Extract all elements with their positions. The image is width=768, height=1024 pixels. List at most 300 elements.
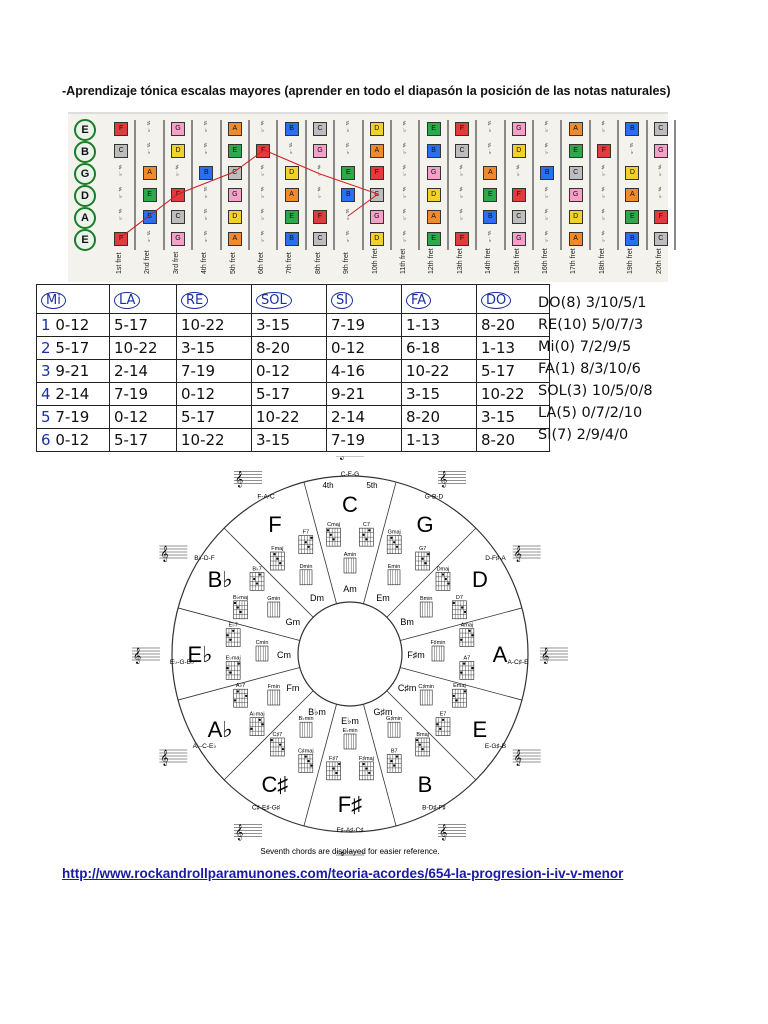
circled-header-label: RE [181, 292, 208, 309]
fret-note: G [427, 166, 441, 180]
fret-note: D [228, 210, 242, 224]
fret-note: C [455, 144, 469, 158]
cell-value: 7-19 [55, 408, 90, 426]
table-header [110, 285, 177, 314]
table-cell: 10-22 [477, 383, 550, 406]
fret-label: 7th fret [286, 252, 294, 274]
minor-key-label: Cm [277, 650, 291, 660]
fret-label: 10th fret [371, 248, 379, 274]
fret-note: B [427, 144, 441, 158]
minor-chord-diagram [342, 727, 357, 749]
chord-name: Fmin [267, 684, 280, 690]
fret-note: B [540, 166, 554, 180]
table-header [327, 285, 402, 314]
chord-name: Dmin [299, 563, 313, 570]
fret-label: 11th fret [400, 248, 407, 274]
sharp-flat-marker: ♯♭ [600, 231, 606, 244]
minor-chord-diagram [268, 684, 280, 705]
table-cell: 2-14 [110, 360, 177, 383]
sharp-flat-marker: ♯♭ [543, 143, 550, 156]
fret-note: G [313, 144, 327, 158]
major-key-label: B♭ [207, 567, 233, 592]
fret-note: B [483, 210, 497, 224]
table-cell: 5-17 [110, 314, 177, 337]
fret-note: B [143, 210, 157, 224]
sharp-flat-marker: ♯♭ [202, 143, 209, 156]
fret-note: A [228, 232, 242, 246]
chord-name: E7 [439, 711, 447, 718]
minor-chord-diagram [420, 596, 433, 617]
key-signature-staff [159, 750, 187, 766]
table-row [37, 406, 550, 429]
circled-header-label: SOL [256, 292, 292, 309]
circle-of-fifths [120, 456, 580, 856]
triad-label: F♯-A♯-C♯ [336, 827, 364, 834]
chord-diagram [270, 546, 284, 570]
sharp-flat-marker: ♯♭ [202, 121, 209, 134]
table-cell: 8-20 [477, 429, 550, 452]
fret-label: 19th fret [627, 248, 635, 274]
sharp-flat-marker: ♯♭ [117, 187, 124, 200]
major-key-label: F [268, 512, 282, 538]
fret-note: F [597, 144, 611, 158]
fret-label: 20th fret [655, 248, 663, 274]
chord-name: Dmaj [436, 566, 450, 573]
fret-note: A [370, 144, 384, 158]
chord-name: A♭7 [235, 683, 246, 690]
treble-clef-icon: 𝄞 [513, 750, 522, 766]
sharp-flat-marker: ♯♭ [344, 231, 351, 244]
fret-note: F [455, 232, 469, 246]
fret-label: 5th fret [229, 252, 237, 274]
fret-label: 8th fret [314, 252, 322, 274]
fret-note: G [569, 188, 583, 202]
fret-note: B [285, 122, 299, 136]
fret-note: D [512, 144, 526, 158]
table-cell [37, 360, 110, 383]
sharp-flat-marker: ♯♭ [486, 231, 493, 244]
fret-label: 14th fret [485, 248, 493, 274]
fret-note: D [625, 166, 639, 180]
sharp-flat-marker: ♯♭ [458, 187, 464, 200]
treble-clef-icon: 𝄞 [160, 750, 169, 766]
fret-position-table [36, 284, 550, 452]
major-key-label: C♯ [261, 771, 289, 797]
circled-header-label: FA [406, 292, 431, 309]
fret-note: E [483, 188, 497, 202]
sharp-flat-marker: ♯♭ [145, 143, 152, 156]
minor-key-label: Dm [310, 592, 324, 603]
sharp-flat-marker: ♯♭ [600, 187, 606, 200]
key-signature-staff [438, 825, 466, 841]
fret-note: E [427, 122, 441, 136]
fret-note: B [341, 188, 355, 202]
table-cell: 1-13 [477, 337, 550, 360]
triad-label: E-G♯-B [484, 743, 507, 750]
chord-name: Fmaj [271, 546, 284, 553]
minor-key-label: B♭m [308, 707, 326, 718]
fret-note: F [654, 210, 668, 224]
chord-name: C♯min [418, 684, 435, 690]
table-cell: 1-13 [402, 314, 477, 337]
circled-header-label: DO [481, 292, 511, 309]
table-cell: 0-12 [110, 406, 177, 429]
fret-note: C [313, 122, 327, 136]
cell-value: 2-14 [55, 385, 90, 403]
chord-name: C♯maj [297, 748, 314, 755]
fingering-lines [68, 114, 668, 282]
cell-value: 0-12 [55, 316, 90, 334]
fret-note: A [427, 210, 441, 224]
key-signature-staff [159, 546, 187, 562]
sharp-flat-marker: ♯♭ [600, 121, 606, 134]
fret-note: D [569, 210, 583, 224]
table-cell: 3-15 [252, 314, 327, 337]
fret-note: C [228, 166, 242, 180]
chord-name: B♭min [298, 716, 314, 723]
table-cell: 8-20 [402, 406, 477, 429]
sharp-flat-marker: ♯♭ [543, 231, 550, 244]
chord-name: Cmin [255, 640, 269, 646]
sharp-flat-marker: ♯♭ [202, 209, 209, 222]
fret-note: C [654, 232, 668, 246]
table-cell: 10-22 [110, 337, 177, 360]
interval-label: 5th [366, 481, 378, 490]
triad-label: B-D♯-F♯ [422, 804, 446, 812]
chord-name: B♭maj [233, 594, 249, 601]
sharp-flat-marker: ♯♭ [316, 165, 322, 178]
circle-caption: Seventh chords are displayed for easier reference. [260, 847, 440, 856]
sharp-flat-marker: ♯♭ [458, 165, 464, 178]
fret-note: F [313, 210, 327, 224]
major-key-label: C [342, 492, 358, 517]
sharp-flat-marker: ♯♭ [344, 209, 351, 222]
fret-label: 17th fret [570, 248, 578, 274]
table-header [177, 285, 252, 314]
treble-clef-icon: 𝄞 [439, 471, 448, 488]
chord-name: G7 [418, 546, 427, 553]
table-cell: 7-19 [327, 314, 402, 337]
major-key-label: B [417, 771, 433, 797]
row-number: 1 [41, 316, 56, 334]
fret-label: 6th fret [258, 252, 265, 274]
table-cell: 8-20 [252, 337, 327, 360]
triad-label: A-C♯-E [507, 659, 529, 666]
fret-label: 4th fret [201, 252, 209, 274]
fret-note: E [569, 144, 583, 158]
key-signature-staff [438, 471, 466, 487]
chord-name: Emaj [453, 683, 466, 690]
chord-name: Cmaj [327, 522, 340, 529]
sharp-flat-marker: ♯♭ [117, 165, 124, 178]
string-label: G [74, 163, 96, 185]
fret-label: 2nd fret [144, 250, 152, 274]
table-cell: 0-12 [252, 360, 327, 383]
fret-note: B [285, 232, 299, 246]
chord-diagram [327, 522, 341, 546]
row-number: 4 [41, 385, 56, 403]
key-signature-staff [234, 471, 262, 487]
fret-label: 16th fret [542, 248, 549, 274]
chord-name: F♯7 [328, 755, 339, 762]
treble-clef-icon: 𝄞 [160, 546, 169, 562]
notes-list-item: RE(10) 5/0/7/3 [538, 317, 644, 333]
string-label: D [74, 185, 96, 207]
fret-note: E [228, 144, 242, 158]
table-cell: 10-22 [252, 406, 327, 429]
chord-name: Gmaj [387, 529, 401, 536]
key-signature-staff [336, 456, 364, 460]
sharp-flat-marker: ♯♭ [628, 143, 635, 156]
sharp-flat-marker: ♯♭ [514, 165, 521, 178]
minor-chord-diagram [298, 715, 313, 737]
triad-label: D-F♯-A [485, 555, 506, 562]
table-header [402, 285, 477, 314]
triad-label: B♭-D-F [194, 555, 215, 562]
sharp-flat-marker: ♯♭ [486, 143, 493, 156]
sharp-flat-marker: ♯♭ [259, 187, 266, 200]
fret-label: 9th fret [343, 252, 351, 274]
minor-chord-diagram [386, 716, 402, 737]
key-signature-staff [132, 648, 160, 664]
table-cell: 5-17 [252, 383, 327, 406]
fret-line [674, 120, 676, 250]
chord-name: Amaj [460, 622, 474, 629]
fret-note: A [228, 122, 242, 136]
table-cell: 8-20 [477, 314, 550, 337]
table-cell: 3-15 [252, 429, 327, 452]
table-cell: 0-12 [327, 337, 402, 360]
string-label: A [74, 207, 96, 229]
chord-diagram [416, 732, 430, 756]
minor-chord-diagram [418, 684, 434, 705]
sharp-flat-marker: ♯♭ [344, 121, 351, 134]
string-label: E [74, 119, 96, 141]
chord-diagram [249, 711, 264, 736]
chord-name: G♯min [386, 716, 402, 723]
sharp-flat-marker: ♯♭ [259, 165, 266, 178]
fret-note: B [625, 122, 639, 136]
minor-chord-diagram [300, 564, 313, 585]
minor-key-label: G♯m [373, 707, 393, 718]
table-row [37, 314, 550, 337]
treble-clef-icon: 𝄞 [133, 648, 142, 664]
fret-note: A [569, 122, 583, 136]
sharp-flat-marker: ♯♭ [656, 165, 663, 178]
minor-key-label: F♯m [407, 650, 425, 660]
major-key-label: E [472, 717, 488, 742]
chord-diagram [298, 748, 314, 772]
chord-name: Emin [387, 563, 401, 570]
fret-note: C [171, 210, 185, 224]
triad-label: C♯-E♯-G♯ [251, 804, 281, 812]
chord-diagram [226, 654, 241, 679]
fret-note: E [341, 166, 355, 180]
string-label: B [74, 141, 96, 163]
chord-name: D7 [455, 594, 463, 601]
fret-note: C [114, 144, 128, 158]
sharp-flat-marker: ♯♭ [486, 121, 493, 134]
notes-list-item: SI(7) 2/9/4/0 [538, 427, 629, 443]
minor-chord-diagram [388, 564, 401, 585]
fret-label: 12th fret [428, 248, 436, 274]
chord-name: E♭min [342, 728, 358, 734]
fret-note: F [370, 166, 384, 180]
sharp-flat-marker: ♯♭ [401, 121, 408, 134]
fret-note: C [569, 166, 583, 180]
minor-chord-diagram [267, 596, 280, 617]
minor-chord-diagram [431, 640, 446, 661]
table-cell: 3-15 [177, 337, 252, 360]
fret-note: G [370, 210, 384, 224]
fret-note: C [370, 188, 384, 202]
treble-clef-icon [337, 456, 345, 460]
interval-label: 4th [322, 481, 334, 490]
cell-value: 9-21 [55, 362, 90, 380]
fret-note: A [285, 188, 299, 202]
fret-note: A [143, 166, 157, 180]
sharp-flat-marker: ♯♭ [259, 209, 266, 222]
fret-note: F [256, 144, 270, 158]
fret-note: B [199, 166, 213, 180]
key-signature-staff [513, 750, 541, 766]
fret-label: 18th fret [598, 248, 606, 274]
row-number: 2 [41, 339, 56, 357]
table-cell: 7-19 [177, 360, 252, 383]
sharp-flat-marker: ♯♭ [287, 143, 294, 156]
sharp-flat-marker: ♯♭ [543, 121, 550, 134]
table-cell: 5-17 [177, 406, 252, 429]
treble-clef-icon: 𝄞 [541, 648, 550, 664]
table-cell: 7-19 [110, 383, 177, 406]
chord-name: C7 [362, 522, 370, 529]
treble-clef-icon: 𝄞 [235, 824, 244, 841]
treble-clef-icon: 𝄞 [513, 546, 522, 562]
sharp-flat-marker: ♯♭ [202, 187, 209, 200]
sharp-flat-marker: ♯♭ [174, 165, 180, 178]
notes-list [538, 292, 653, 446]
minor-key-label: C♯m [397, 683, 417, 693]
triad-label: C-E-G [340, 471, 360, 478]
fret-label: 15th fret [513, 248, 521, 274]
notes-list-item: LA(5) 0/7/2/10 [538, 405, 643, 421]
chord-diagram [460, 623, 474, 647]
table-cell: 6-18 [402, 337, 477, 360]
cell-value: 5-17 [55, 339, 90, 357]
fret-note: F [114, 122, 128, 136]
chord-name: B♭7 [252, 566, 262, 573]
sharp-flat-marker: ♯♭ [656, 187, 663, 200]
fret-note: G [228, 188, 242, 202]
inner-ring [298, 602, 402, 706]
sharp-flat-marker: ♯♭ [401, 209, 408, 222]
sharp-flat-marker: ♯♭ [202, 231, 209, 244]
chord-diagram [452, 683, 466, 707]
notes-list-item: Mi(0) 7/2/9/5 [538, 339, 632, 355]
fret-note: C [512, 210, 526, 224]
row-number: 5 [41, 408, 56, 426]
table-cell: 3-15 [477, 406, 550, 429]
circled-header-label: SI [331, 292, 353, 309]
fret-note: E [285, 210, 299, 224]
chord-name: E♭7 [228, 622, 238, 629]
triad-label: A♭-C-E♭ [192, 743, 217, 750]
row-number: 3 [41, 362, 56, 380]
table-cell: 4-16 [327, 360, 402, 383]
notes-list-item: SOL(3) 10/5/0/8 [538, 383, 653, 399]
chord-name: A♭maj [249, 711, 265, 718]
sharp-flat-marker: ♯♭ [401, 165, 408, 178]
sharp-flat-marker: ♯♭ [543, 187, 550, 200]
table-cell: 9-21 [327, 383, 402, 406]
circled-header-label: Mi [41, 292, 66, 309]
table-cell: 3-15 [402, 383, 477, 406]
sharp-flat-marker: ♯♭ [458, 209, 464, 222]
chord-name: E♭maj [225, 655, 241, 662]
table-cell: 10-22 [177, 429, 252, 452]
table-row [37, 429, 550, 452]
triad-label: G-B-D [424, 493, 444, 501]
major-key-label: G [416, 512, 434, 538]
major-key-label: D [471, 567, 488, 592]
sharp-flat-marker: ♯♭ [259, 231, 266, 244]
fret-note: D [427, 188, 441, 202]
fret-note: C [313, 232, 327, 246]
minor-key-label: E♭m [341, 716, 359, 726]
table-cell: 10-22 [177, 314, 252, 337]
chord-name: A7 [463, 655, 471, 662]
fret-note: F [114, 232, 128, 246]
fret-note: A [483, 166, 497, 180]
major-key-label: A [492, 642, 508, 667]
string-label: E [74, 229, 96, 251]
sharp-flat-marker: ♯♭ [543, 209, 550, 222]
sharp-flat-marker: ♯♭ [401, 187, 408, 200]
chord-diagram [436, 566, 450, 590]
major-key-label: E♭ [187, 642, 213, 667]
fret-note: C [654, 122, 668, 136]
table-cell [37, 406, 110, 429]
fret-note: A [625, 188, 639, 202]
sharp-flat-marker: ♯♭ [145, 121, 152, 134]
fret-note: G [654, 144, 668, 158]
table-cell: 7-19 [327, 429, 402, 452]
table-cell [37, 383, 110, 406]
table-cell: 1-13 [402, 429, 477, 452]
minor-key-label: Gm [285, 617, 301, 627]
fret-note: G [512, 122, 526, 136]
table-cell: 0-12 [177, 383, 252, 406]
table-cell [37, 314, 110, 337]
chord-name: Amin [343, 552, 357, 558]
chord-name: B7 [390, 748, 398, 755]
chord-diagram [359, 756, 374, 780]
sharp-flat-marker: ♯♭ [117, 209, 124, 222]
page-heading: -Aprendizaje tónica escalas mayores (aprender en todo el diapasón la posición de las notas naturales) [62, 84, 671, 98]
table-cell: 5-17 [110, 429, 177, 452]
sharp-flat-marker: ♯♭ [344, 143, 351, 156]
notes-list-item: DO(8) 3/10/5/1 [538, 295, 647, 311]
minor-key-label: Fm [286, 683, 300, 693]
chord-name: Bmin [419, 596, 433, 602]
treble-clef-icon: 𝄞 [439, 824, 448, 841]
cell-value: 0-12 [55, 431, 90, 449]
reference-link[interactable]: http://www.rockandrollparamunones.com/teoria-acordes/654-la-progresion-i-iv-v-menor [62, 866, 624, 881]
sharp-flat-marker: ♯♭ [600, 209, 606, 222]
fret-note: F [455, 122, 469, 136]
minor-chord-diagram [344, 552, 357, 573]
table-row [37, 337, 550, 360]
